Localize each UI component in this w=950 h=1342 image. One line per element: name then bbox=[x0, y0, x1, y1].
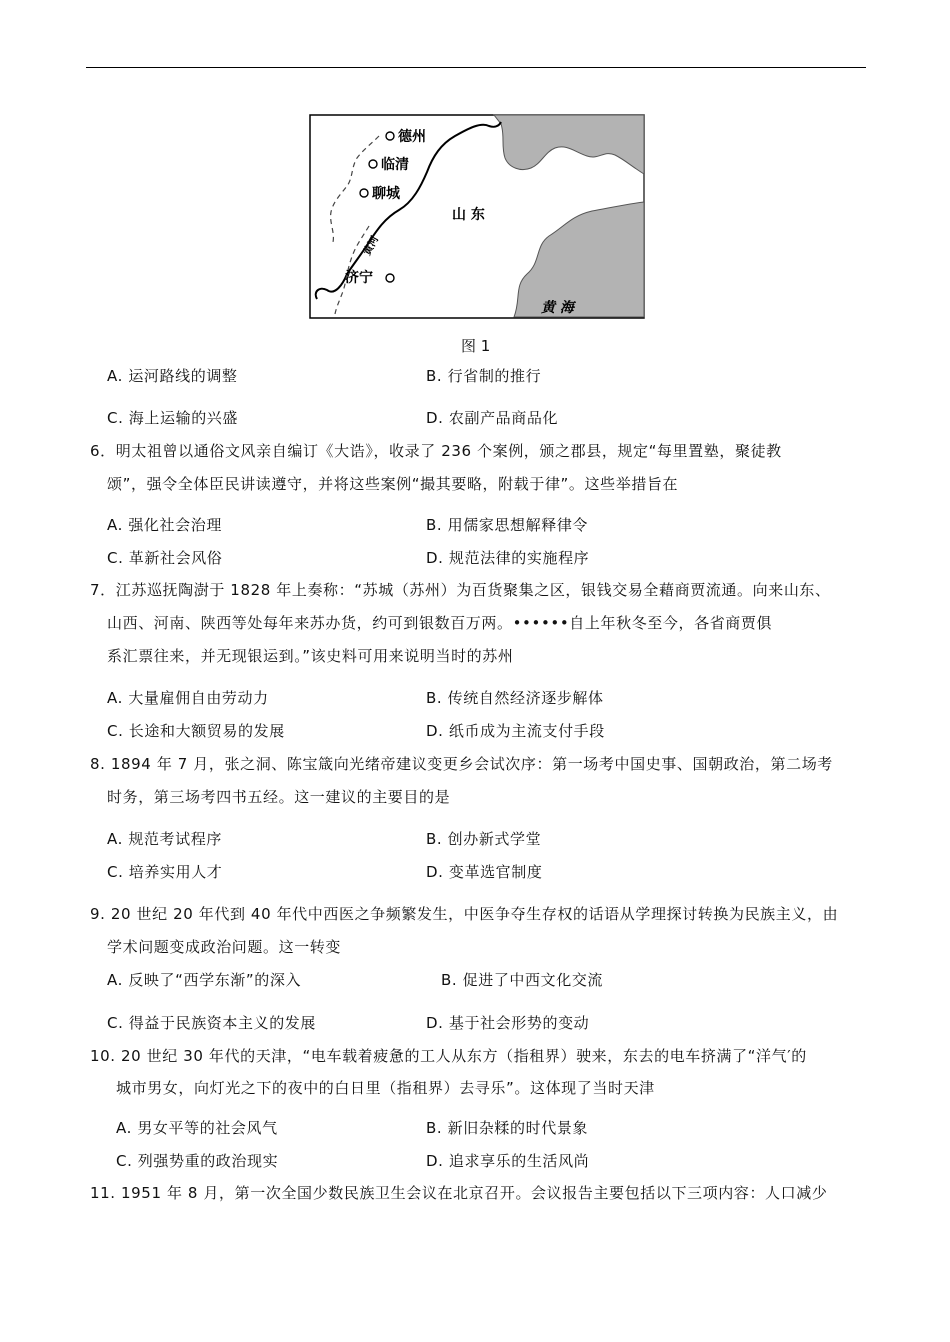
q10-stem-line2: 城市男女，向灯光之下的夜中的白日里（指租界）去寻乐”。这体现了当时天津 bbox=[116, 1079, 655, 1097]
yellow-sea-label: 黄 海 bbox=[541, 300, 574, 316]
q10-option-c: C. 列强势重的政治现实 bbox=[116, 1152, 279, 1170]
linqing-marker bbox=[369, 160, 377, 168]
q6-option-c: C. 革新社会风俗 bbox=[107, 549, 223, 567]
header-rule bbox=[86, 67, 866, 68]
shandong-label: 山 东 bbox=[452, 207, 485, 223]
q9-option-a: A. 反映了“西学东渐”的深入 bbox=[107, 971, 302, 989]
jining-marker bbox=[386, 274, 394, 282]
q7-option-c: C. 长途和大额贸易的发展 bbox=[107, 722, 285, 740]
q9-option-d: D. 基于社会形势的变动 bbox=[426, 1014, 590, 1032]
q6-option-b: B. 用儒家思想解释律令 bbox=[426, 516, 589, 534]
q8-option-d: D. 变革选官制度 bbox=[426, 863, 543, 881]
q7-option-d: D. 纸币成为主流支付手段 bbox=[426, 722, 605, 740]
liaocheng-label: 聊城 bbox=[372, 186, 400, 202]
q7-option-a: A. 大量雇佣自由劳动力 bbox=[107, 689, 269, 707]
q6-stem-line2: 颂”，强令全体臣民讲读遵守，并将这些案例“撮其要略，附载于律”。这些举措旨在 bbox=[107, 475, 679, 493]
jining-label: 济宁 bbox=[345, 270, 373, 286]
q8-stem-line1: 8. 1894 年 7 月，张之洞、陈宝箴向光绪帝建议变更乡会试次序：第一场考中国史事、国朝政治，第二场考 bbox=[90, 755, 833, 773]
q5-option-b: B. 行省制的推行 bbox=[426, 367, 542, 385]
q6-option-a: A. 强化社会治理 bbox=[107, 516, 222, 534]
linqing-label: 临清 bbox=[381, 157, 409, 173]
q5-option-a: A. 运河路线的调整 bbox=[107, 367, 238, 385]
q8-option-a: A. 规范考试程序 bbox=[107, 830, 222, 848]
q10-stem-line1: 10. 20 世纪 30 年代的天津，“电车载着疲惫的工人从东方（指租界）驶来，东去的电车挤满了“洋气′的 bbox=[90, 1047, 807, 1065]
yellow-river-label: 黄河 bbox=[361, 234, 382, 258]
q7-option-b: B. 传统自然经济逐步解体 bbox=[426, 689, 604, 707]
q9-option-c: C. 得益于民族资本主义的发展 bbox=[107, 1014, 317, 1032]
q6-stem-line1: 6．明太祖曾以通俗文风亲自编订《大诰》，收录了 236 个案例，颁之郡县，规定“每里置塾，聚徒教 bbox=[90, 442, 782, 460]
q8-stem-line2: 时务，第三场考四书五经。这一建议的主要目的是 bbox=[107, 788, 451, 806]
liaocheng-marker bbox=[360, 189, 368, 197]
q8-option-c: C. 培养实用人才 bbox=[107, 863, 223, 881]
q9-option-b: B. 促进了中西文化交流 bbox=[441, 971, 604, 989]
q10-option-d: D. 追求享乐的生活风尚 bbox=[426, 1152, 590, 1170]
q5-option-d: D. 农副产品商品化 bbox=[426, 409, 559, 427]
q5-option-c: C. 海上运输的兴盛 bbox=[107, 409, 239, 427]
q7-stem-line1: 7．江苏巡抚陶澍于 1828 年上奏称：“苏城（苏州）为百货聚集之区，银钱交易全藉商贾流通。向来山东、 bbox=[90, 581, 831, 599]
q9-stem-line2: 学术问题变成政治问题。这一转变 bbox=[107, 938, 342, 956]
dezhou-marker bbox=[386, 132, 394, 140]
shandong-map-figure bbox=[309, 114, 645, 319]
q7-stem-line2: 山西、河南、陕西等处每年来苏办货，约可到银数百万两。••••••自上年秋冬至今，各省商贾俱 bbox=[107, 614, 773, 632]
dezhou-label: 德州 bbox=[398, 129, 426, 145]
q8-option-b: B. 创办新式学堂 bbox=[426, 830, 542, 848]
q6-option-d: D. 规范法律的实施程序 bbox=[426, 549, 590, 567]
figure-caption: 图 1 bbox=[461, 337, 491, 355]
q10-option-b: B. 新旧杂糅的时代景象 bbox=[426, 1119, 589, 1137]
q11-stem-line1: 11. 1951 年 8 月，第一次全国少数民族卫生会议在北京召开。会议报告主要包括以下三项内容：人口减少 bbox=[90, 1184, 828, 1202]
q10-option-a: A. 男女平等的社会风气 bbox=[116, 1119, 278, 1137]
q9-stem-line1: 9. 20 世纪 20 年代到 40 年代中西医之争频繁发生，中医争夺生存权的话语从学理探讨转换为民族主义，由 bbox=[90, 905, 839, 923]
q7-stem-line3: 系汇票往来，并无现银运到。”该史料可用来说明当时的苏州 bbox=[107, 647, 514, 665]
